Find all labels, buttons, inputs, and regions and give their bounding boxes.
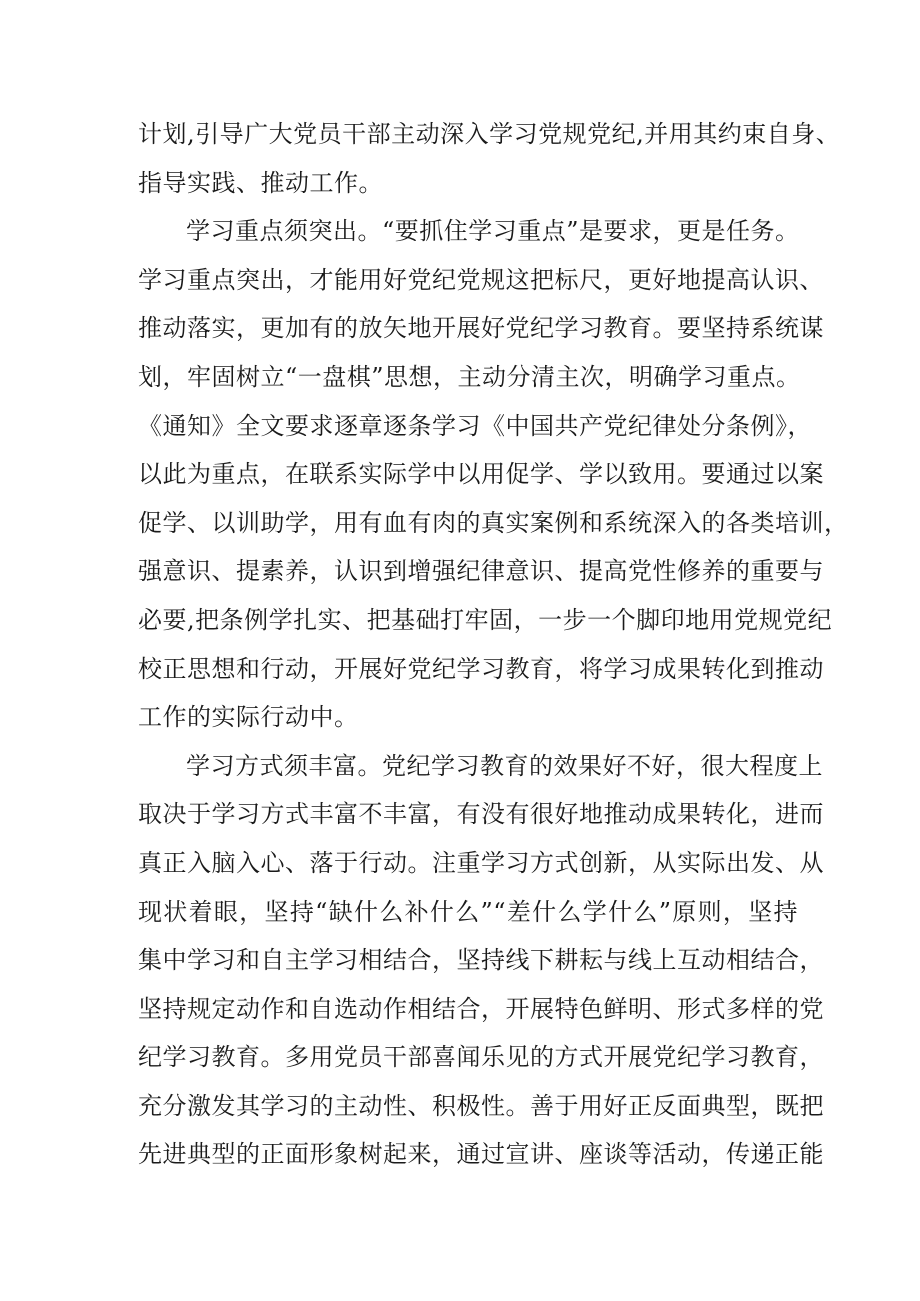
text-line: 学习重点突出，才能用好党纪党规这把标尺，更好地提高认识、 bbox=[138, 265, 824, 294]
text-line: 集中学习和自主学习相结合，坚持线下耕耘与线上互动相结合， bbox=[138, 946, 824, 975]
text-line: 学习重点须突出。“要抓住学习重点”是要求，更是任务。 bbox=[186, 217, 800, 246]
paragraph bbox=[138, 110, 841, 207]
text-line: 取决于学习方式丰富不丰富，有没有很好地推动成果转化，进而 bbox=[138, 800, 824, 829]
paragraph bbox=[138, 742, 824, 1179]
text-line: 推动落实，更加有的放矢地开展好党纪学习教育。要坚持系统谋 bbox=[138, 314, 824, 343]
text-line: 工作的实际行动中。 bbox=[138, 703, 359, 732]
body-text bbox=[138, 110, 849, 1179]
text-line: 促学、以训助学，用有血有肉的真实案例和系统深入的各类培训， bbox=[138, 508, 849, 537]
text-line: 学习方式须丰富。党纪学习教育的效果好不好，很大程度上 bbox=[186, 751, 823, 780]
text-line: 计划,引导广大党员干部主动深入学习党规党纪,并用其约束自身、 bbox=[138, 120, 841, 148]
text-line: 划，牢固树立“一盘棋”思想，主动分清主次，明确学习重点。 bbox=[138, 362, 801, 391]
text-line: 强意识、提素养，认识到增强纪律意识、提高党性修养的重要与 bbox=[138, 557, 824, 586]
text-line: 《通知》全文要求逐章逐条学习《中国共产党纪律处分条例》， bbox=[138, 411, 812, 440]
text-line: 现状着眼，坚持“缺什么补什么”“差什么学什么”原则，坚持 bbox=[138, 897, 798, 926]
text-line: 校正思想和行动，开展好党纪学习教育，将学习成果转化到推动 bbox=[138, 654, 824, 683]
text-line: 以此为重点，在联系实际学中以用促学、学以致用。要通过以案 bbox=[138, 460, 824, 489]
text-line: 真正入脑入心、落于行动。注重学习方式创新，从实际出发、从 bbox=[138, 848, 824, 877]
text-line: 坚持规定动作和自选动作相结合，开展特色鲜明、形式多样的党 bbox=[138, 994, 824, 1023]
text-line: 纪学习教育。多用党员干部喜闻乐见的方式开展党纪学习教育， bbox=[138, 1043, 824, 1072]
paragraph bbox=[138, 207, 849, 742]
text-line: 指导实践、推动工作。 bbox=[138, 168, 383, 197]
text-line: 充分激发其学习的主动性、积极性。善于用好正反面典型，既把 bbox=[138, 1091, 824, 1120]
text-line: 先进典型的正面形象树起来，通过宣讲、座谈等活动，传递正能 bbox=[138, 1140, 824, 1169]
text-line: 必要,把条例学扎实、把基础打牢固，一步一个脚印地用党规党纪 bbox=[138, 605, 833, 634]
